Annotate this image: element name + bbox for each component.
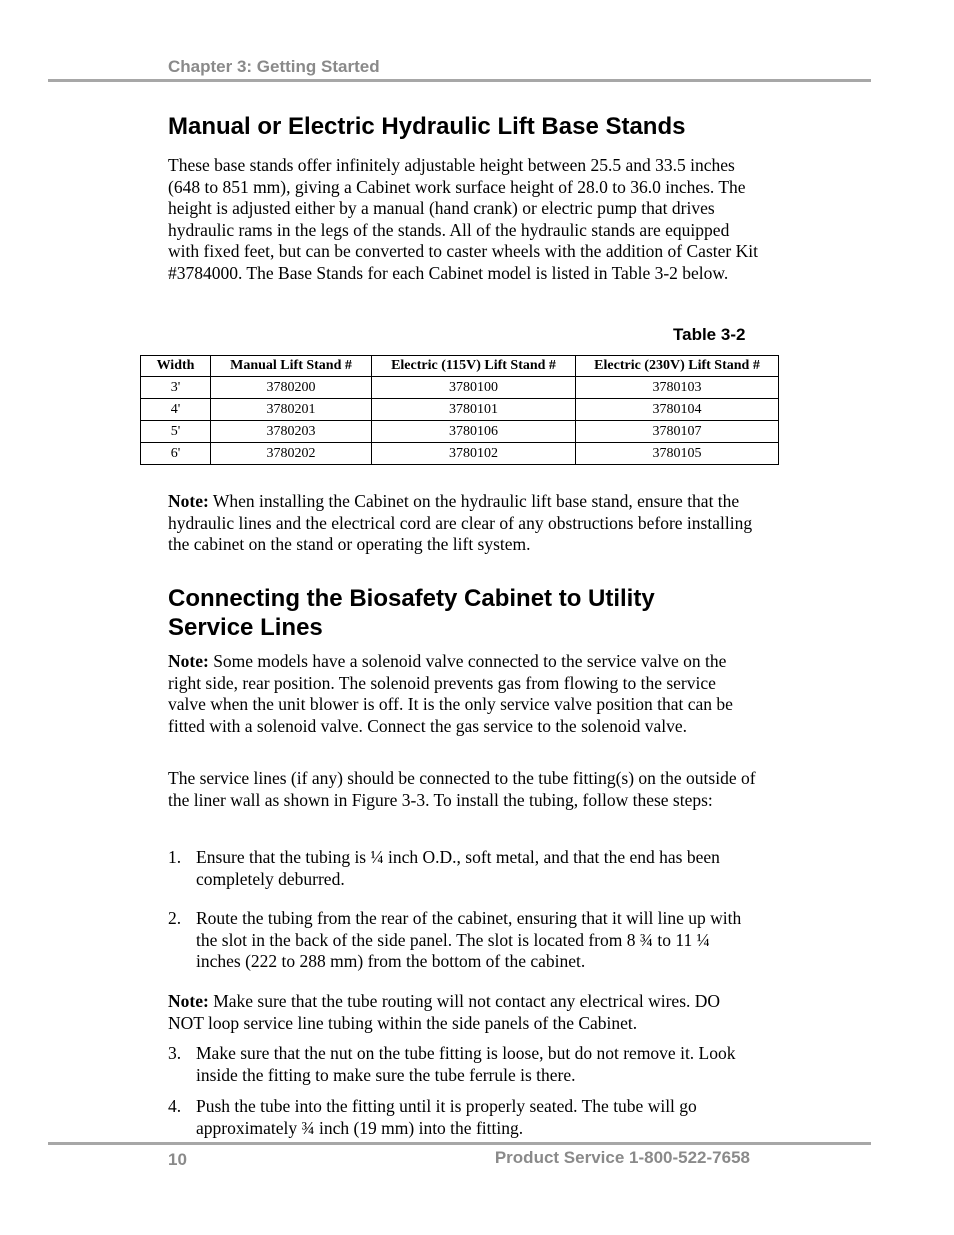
table-cell: 3780106 <box>372 421 576 443</box>
table-cell: 3780102 <box>372 443 576 465</box>
step-text: Ensure that the tubing is ¼ inch O.D., soft metal, and that the end has been completely deburred. <box>196 847 720 889</box>
section-title-lift-stands: Manual or Electric Hydraulic Lift Base Stands <box>168 113 686 140</box>
lift-stands-description: These base stands offer infinitely adjustable height between 25.5 and 33.5 inches (648 to 851 mm), giving a Cabinet work surface height of 28.0 to 36.0 inches. The height is adjusted either by a manual (hand crank) or electric pump that drives hydraulic rams in the legs of the stands. All of the hydraulic stands are equipped with fixed feet, but can be converted to caster wheels with the addition of Caster Kit #3784000. The Base Stands for each Cabinet model is listed in Table 3-2 below. <box>168 155 758 283</box>
product-service-phone: Product Service 1-800-522-7658 <box>494 1148 750 1167</box>
step-text: Make sure that the nut on the tube fitting is loose, but do not remove it. Look inside the fitting to make sure the tube ferrule is there. <box>196 1043 736 1085</box>
table-cell: 3780201 <box>211 399 372 421</box>
table-row <box>141 377 779 399</box>
footer-rule <box>48 1142 871 1145</box>
step-number: 2. <box>168 908 182 928</box>
table-cell: 3780200 <box>211 377 372 399</box>
chapter-header: Chapter 3: Getting Started <box>168 57 380 76</box>
table-header-row <box>141 356 779 377</box>
title-line-2: Service Lines <box>168 614 323 641</box>
list-item <box>168 847 758 890</box>
step-number: 4. <box>168 1096 182 1116</box>
table-row <box>141 421 779 443</box>
table-cell: 3780100 <box>372 377 576 399</box>
step-text: Push the tube into the fitting until it is properly seated. The tube will go approximately ¾ inch (19 mm) into the fitting. <box>196 1096 697 1138</box>
title-line-1: Connecting the Biosafety Cabinet to Utility <box>168 585 655 612</box>
list-item <box>168 908 758 973</box>
table-row <box>141 443 779 465</box>
table-cell: 4' <box>141 399 211 421</box>
base-stand-table <box>140 355 779 465</box>
table-cell: 3780101 <box>372 399 576 421</box>
table-cell: 3780202 <box>211 443 372 465</box>
table-cell: 3780107 <box>576 421 779 443</box>
section-title-utility-lines <box>168 584 655 642</box>
table-caption: Table 3-2 <box>673 325 746 344</box>
table-header-cell: Width <box>141 356 211 377</box>
header-rule <box>48 79 871 82</box>
service-lines-intro: The service lines (if any) should be connected to the tube fitting(s) on the outside of the liner wall as shown in Figure 3-3. To install the tubing, follow these steps: <box>168 768 756 810</box>
solenoid-note <box>168 651 758 737</box>
table-header-cell: Manual Lift Stand # <box>211 356 372 377</box>
note-label: Note: <box>168 991 209 1011</box>
table-cell: 6' <box>141 443 211 465</box>
note-label: Note: <box>168 491 209 511</box>
table-row <box>141 399 779 421</box>
table-cell: 5' <box>141 421 211 443</box>
lift-stand-note <box>168 491 758 556</box>
step-number: 3. <box>168 1043 182 1063</box>
list-item <box>168 1043 758 1086</box>
note-text: Some models have a solenoid valve connected to the service valve on the right side, rear position. The solenoid prevents gas from flowing to the service valve when the unit blower is off. It is the only service valve position that can be fitted with a solenoid valve. Connect the gas service to the solenoid valve. <box>168 651 733 736</box>
step-number: 1. <box>168 847 182 867</box>
note-label: Note: <box>168 651 209 671</box>
table-cell: 3780103 <box>576 377 779 399</box>
tube-routing-note <box>168 991 758 1034</box>
note-text: When installing the Cabinet on the hydraulic lift base stand, ensure that the hydraulic lines and the electrical cord are clear of any obstructions before installing the cabinet on the stand or operating the lift system. <box>168 491 753 555</box>
page-number: 10 <box>168 1150 187 1169</box>
table-cell: 3' <box>141 377 211 399</box>
table-cell: 3780203 <box>211 421 372 443</box>
table-cell: 3780104 <box>576 399 779 421</box>
list-item <box>168 1096 758 1139</box>
note-text: Make sure that the tube routing will not contact any electrical wires. DO NOT loop service line tubing within the side panels of the Cabinet. <box>168 991 721 1033</box>
table-cell: 3780105 <box>576 443 779 465</box>
table-header-cell: Electric (230V) Lift Stand # <box>576 356 779 377</box>
table-header-cell: Electric (115V) Lift Stand # <box>372 356 576 377</box>
step-text: Route the tubing from the rear of the cabinet, ensuring that it will line up with the slot in the back of the side panel. The slot is located from 8 ¾ to 11 ¼ inches (222 to 288 mm) from the bottom of the cabinet. <box>196 908 742 972</box>
